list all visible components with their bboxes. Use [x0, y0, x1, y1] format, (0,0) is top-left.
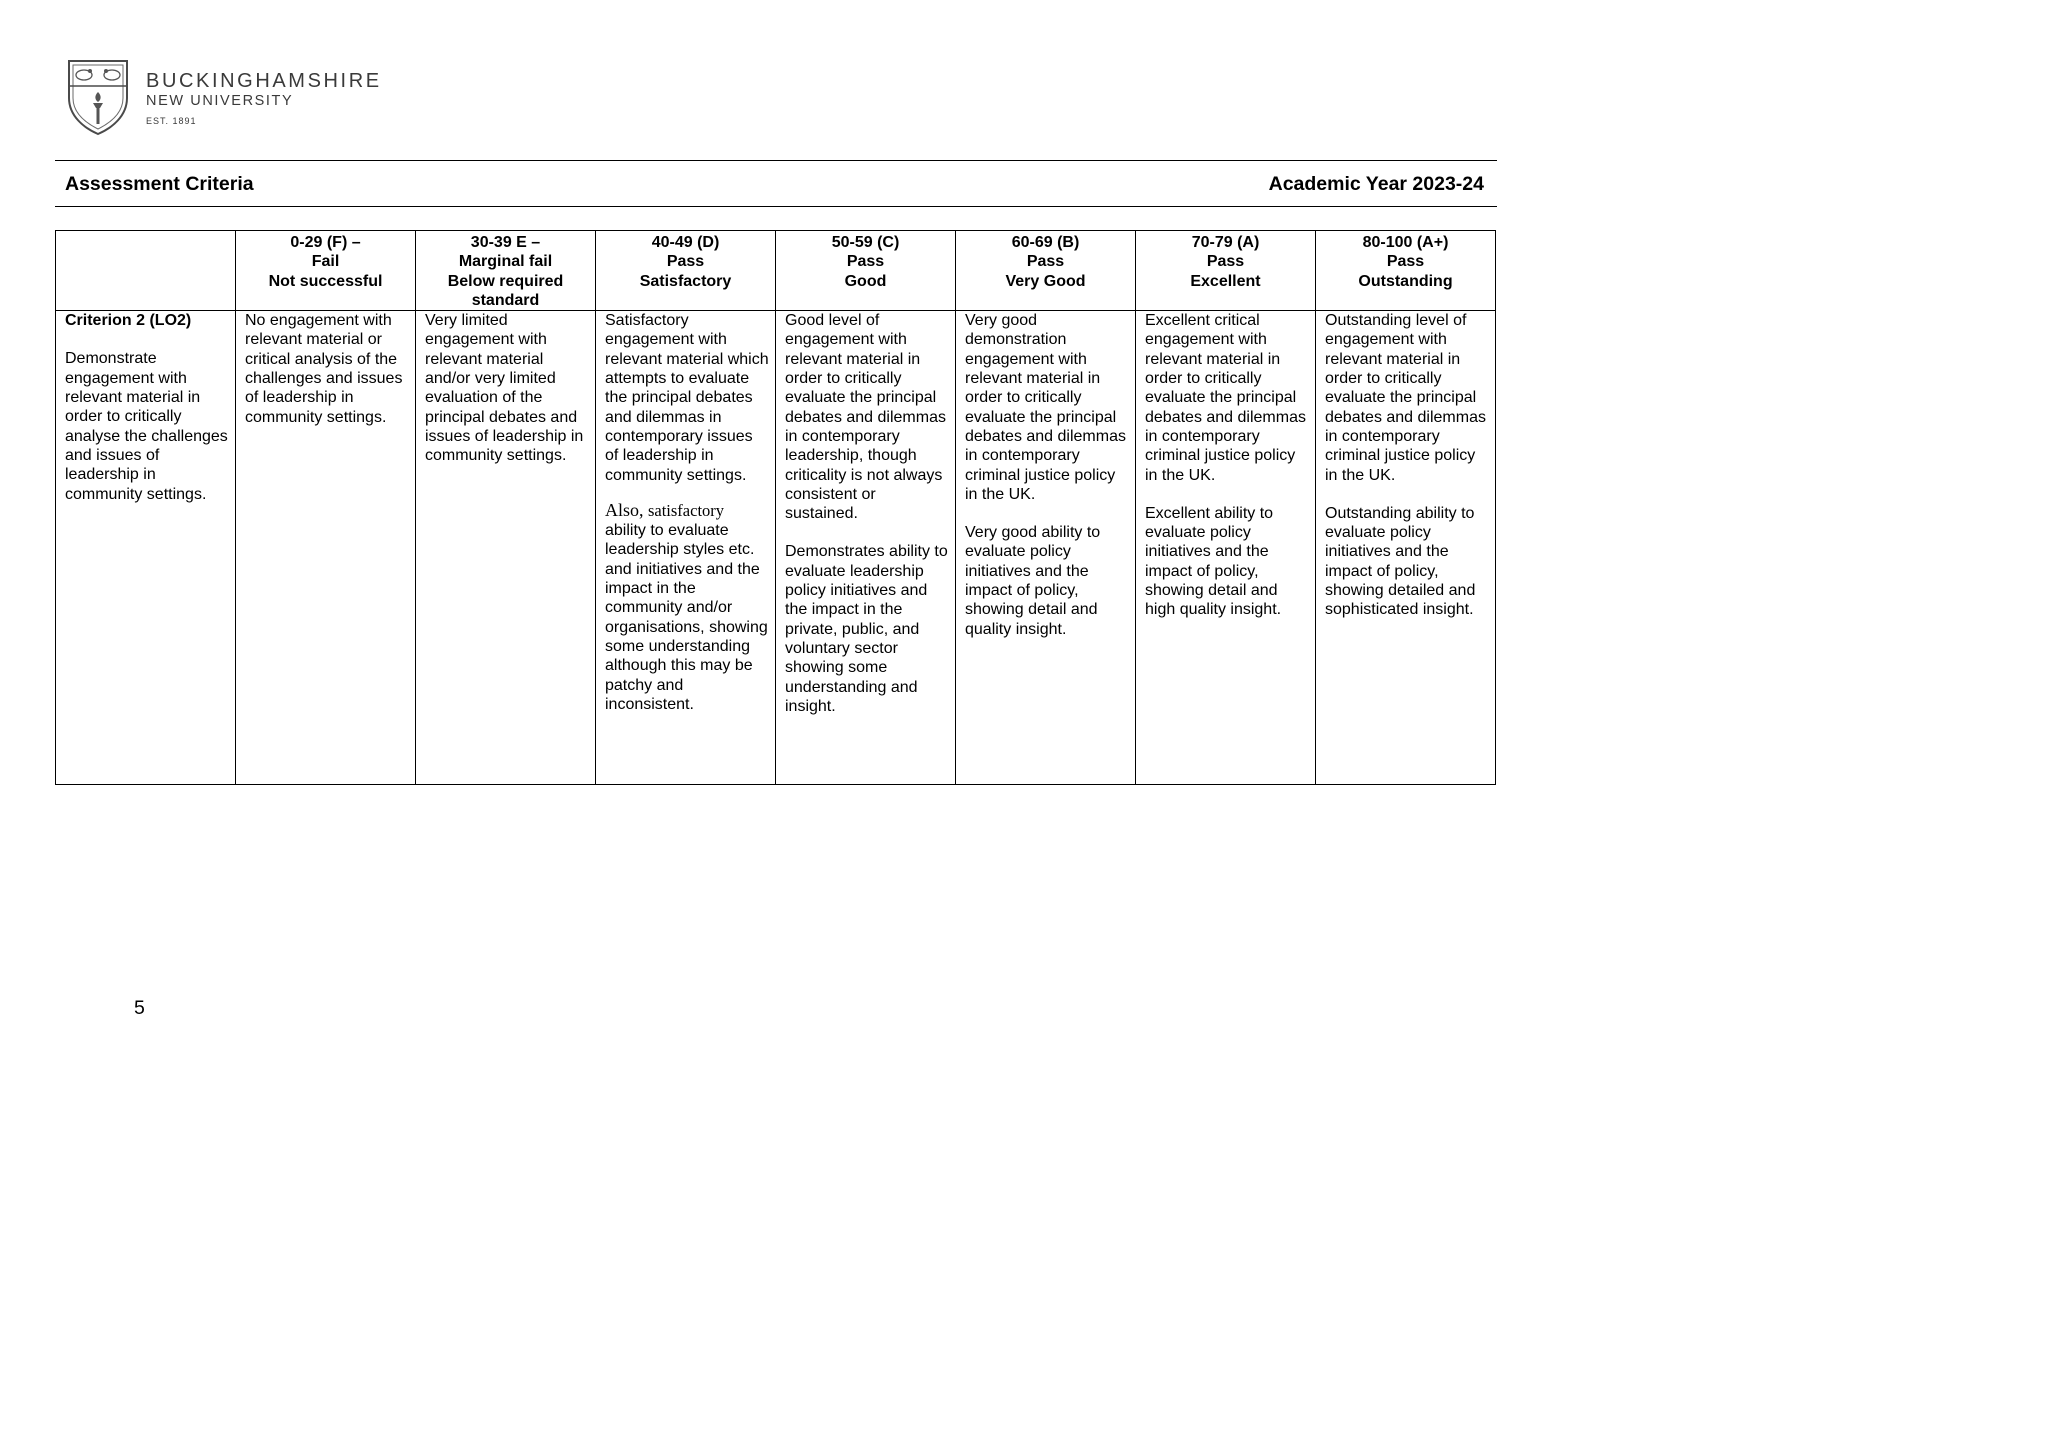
header-corner-cell	[56, 231, 236, 311]
grade-outcome: Fail	[311, 253, 340, 271]
descriptor-cell-excellent	[1136, 311, 1316, 785]
grade-descriptor: Not successful	[268, 272, 383, 290]
descriptor-cell-fail	[236, 311, 416, 785]
logo-established: EST. 1891	[146, 116, 197, 126]
descriptor-cell-marginal-fail	[416, 311, 596, 785]
grade-band-header	[1316, 231, 1496, 311]
grade-range: 30-39 E –	[470, 234, 541, 251]
crest-shield-icon	[66, 58, 130, 136]
descriptor-text: Excellent critical engagement with relevant material in order to critically evaluate the principal debates and dilemmas in contemporary criminal justice policy in the UK.	[1145, 312, 1306, 484]
grade-band-header	[776, 231, 956, 311]
descriptor-text-2: Excellent ability to evaluate policy initiatives and the impact of policy, showing detail and high quality insight.	[1145, 504, 1282, 619]
descriptor-text: No engagement with relevant material or critical analysis of the challenges and issues of leadership in community settings.	[245, 312, 403, 426]
descriptor-cell-very-good	[956, 311, 1136, 785]
descriptor-text: Satisfactory engagement with relevant material which attempts to evaluate the principal debates and dilemmas in contemporary issues of leadership in community settings.	[605, 312, 769, 484]
grade-descriptor: Good	[844, 272, 887, 290]
grade-range: 0-29 (F) –	[290, 234, 361, 251]
descriptor-text-2: Demonstrates ability to evaluate leadership policy initiatives and the impact in the private, public, and voluntary sector showing some understanding and insight.	[785, 543, 948, 715]
grade-outcome: Pass	[1386, 253, 1425, 271]
logo-name-line1: BUCKINGHAMSHIRE	[146, 70, 382, 92]
academic-year: Academic Year 2023-24	[1268, 173, 1484, 195]
assessment-criteria-table	[55, 230, 1496, 785]
grade-band-header-row	[56, 231, 1496, 311]
criterion-row	[56, 311, 1496, 785]
descriptor-lead-word-2: satisfactory	[647, 500, 725, 520]
grade-outcome: Pass	[846, 253, 885, 271]
grade-band-header	[416, 231, 596, 311]
header-rule-bottom	[55, 206, 1497, 207]
grade-outcome: Pass	[666, 253, 705, 271]
grade-outcome: Marginal fail	[458, 253, 553, 271]
descriptor-cell-good	[776, 311, 956, 785]
grade-range: 60-69 (B)	[1011, 234, 1080, 251]
grade-range: 80-100 (A+)	[1362, 234, 1449, 251]
descriptor-text-2: Very good ability to evaluate policy initiatives and the impact of policy, showing detail and quality insight.	[965, 524, 1101, 638]
grade-descriptor: Below required standard	[447, 272, 564, 309]
grade-descriptor: Excellent	[1190, 272, 1261, 290]
descriptor-text: Very good demonstration engagement with relevant material in order to critically evaluate the principal debates and dilemmas in contemporary criminal justice policy in the UK.	[965, 312, 1126, 503]
grade-descriptor: Satisfactory	[639, 272, 732, 290]
grade-band-header	[596, 231, 776, 311]
header-rule-top	[55, 160, 1497, 161]
criterion-title: Criterion 2 (LO2)	[65, 312, 192, 330]
grade-descriptor: Outstanding	[1358, 272, 1453, 290]
grade-descriptor: Very Good	[1005, 272, 1086, 290]
grade-outcome: Pass	[1026, 253, 1065, 271]
logo-wordmark	[146, 70, 382, 129]
descriptor-lead-word: Also,	[605, 499, 644, 520]
grade-band-header	[956, 231, 1136, 311]
descriptor-text: Very limited engagement with relevant material and/or very limited evaluation of the principal debates and issues of leadership in community settings.	[425, 312, 584, 465]
page-title: Assessment Criteria	[65, 173, 254, 195]
descriptor-cell-outstanding	[1316, 311, 1496, 785]
logo-name-line2: NEW UNIVERSITY	[146, 93, 294, 109]
criterion-cell	[56, 311, 236, 785]
descriptor-continuation: ability to evaluate leadership styles etc. and initiatives and the impact in the community and/or organisations, showing some understanding although this may be patchy and inconsistent.	[605, 522, 768, 713]
criterion-description: Demonstrate engagement with relevant material in order to critically analyse the challenges and issues of leadership in community settings.	[65, 350, 228, 503]
grade-band-header	[236, 231, 416, 311]
grade-range: 40-49 (D)	[651, 234, 720, 251]
grade-outcome: Pass	[1206, 253, 1245, 271]
grade-range: 50-59 (C)	[831, 234, 900, 251]
descriptor-cell-satisfactory	[596, 311, 776, 785]
university-logo	[66, 58, 382, 138]
descriptor-text: Outstanding level of engagement with relevant material in order to critically evaluate the principal debates and dilemmas in contemporary criminal justice policy in the UK.	[1325, 312, 1486, 484]
descriptor-text: Good level of engagement with relevant material in order to critically evaluate the principal debates and dilemmas in contemporary leadership, though criticality is not always consistent or sustained.	[785, 312, 946, 523]
grade-band-header	[1136, 231, 1316, 311]
descriptor-text-2	[605, 501, 769, 714]
grade-range: 70-79 (A)	[1191, 234, 1260, 251]
page-number: 5	[134, 997, 145, 1019]
descriptor-text-2: Outstanding ability to evaluate policy initiatives and the impact of policy, showing detailed and sophisticated insight.	[1325, 504, 1476, 619]
